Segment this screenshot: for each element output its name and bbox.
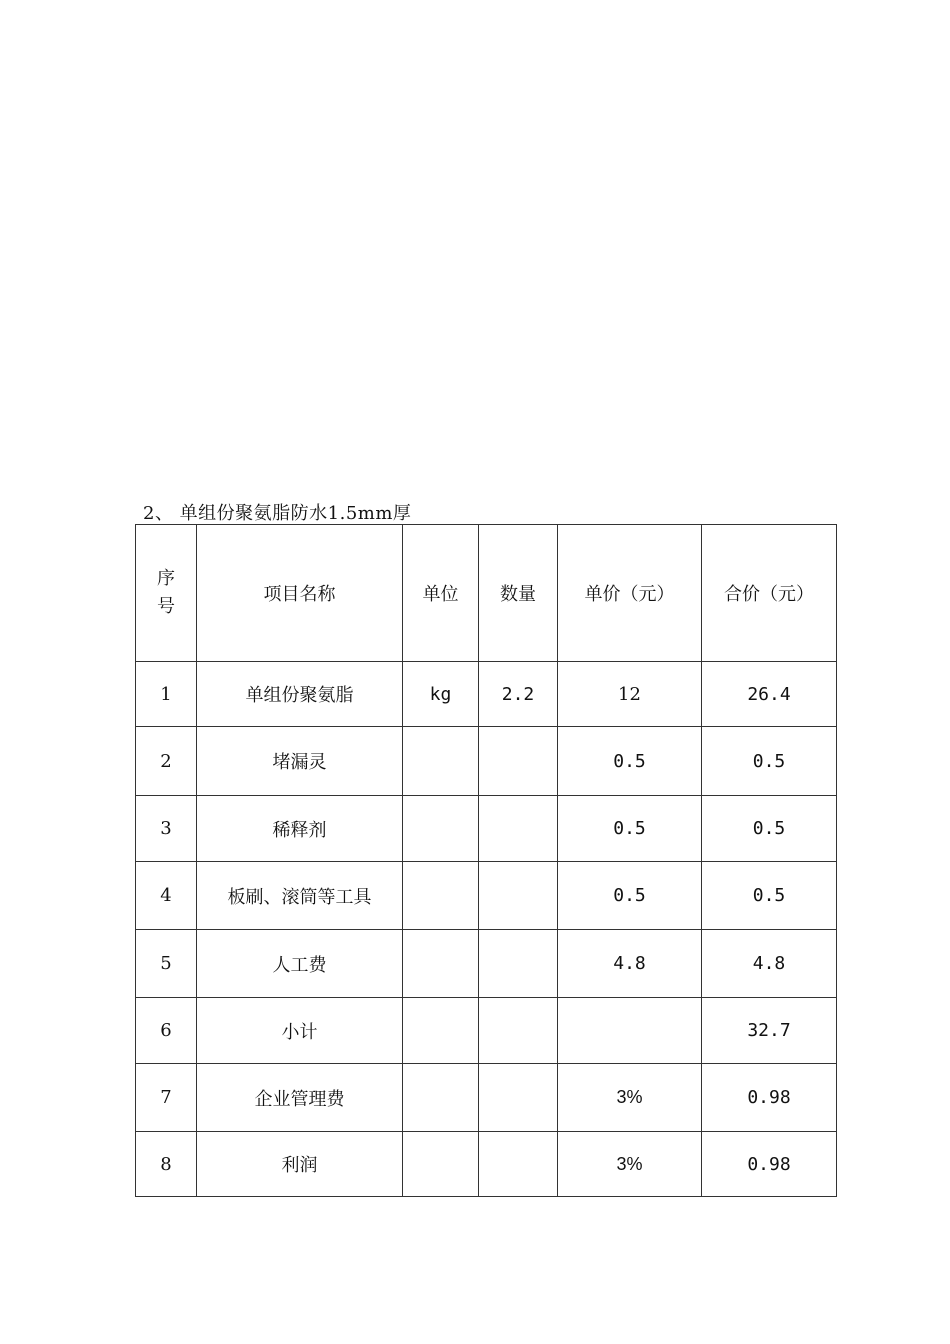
cell-qty — [479, 1132, 558, 1197]
cell-seq: 5 — [136, 930, 197, 998]
cell-qty — [479, 862, 558, 930]
cell-name: 企业管理费 — [197, 1064, 403, 1132]
table-row — [136, 862, 837, 930]
cell-unit-price: 0.5 — [558, 796, 702, 862]
cell-seq: 7 — [136, 1064, 197, 1132]
cell-unit — [403, 727, 479, 796]
header-total: 合价（元） — [702, 525, 837, 662]
header-unit: 单位 — [403, 525, 479, 662]
cell-seq: 4 — [136, 862, 197, 930]
cell-qty — [479, 930, 558, 998]
table-row — [136, 727, 837, 796]
cell-unit: kg — [403, 662, 479, 727]
cell-unit — [403, 862, 479, 930]
header-qty: 数量 — [479, 525, 558, 662]
cell-qty — [479, 727, 558, 796]
section-title: 2、 单组份聚氨脂防水1.5mm厚 — [143, 503, 412, 524]
table-row — [136, 998, 837, 1064]
cell-qty — [479, 998, 558, 1064]
cell-unit — [403, 1132, 479, 1197]
table-row — [136, 1132, 837, 1197]
cell-unit — [403, 998, 479, 1064]
cell-seq: 1 — [136, 662, 197, 727]
cell-total: 0.98 — [702, 1132, 837, 1197]
cell-qty: 2.2 — [479, 662, 558, 727]
cell-total: 0.5 — [702, 727, 837, 796]
cell-name: 人工费 — [197, 930, 403, 998]
cell-unit — [403, 1064, 479, 1132]
cell-qty — [479, 796, 558, 862]
cell-unit — [403, 930, 479, 998]
cell-total: 32.7 — [702, 998, 837, 1064]
cell-name: 堵漏灵 — [197, 727, 403, 796]
header-seq: 序号 — [136, 525, 197, 662]
cell-unit-price: 3% — [558, 1064, 702, 1132]
table-row — [136, 930, 837, 998]
cell-seq: 6 — [136, 998, 197, 1064]
header-unit-price: 单价（元） — [558, 525, 702, 662]
header-name: 项目名称 — [197, 525, 403, 662]
cell-unit-price: 0.5 — [558, 727, 702, 796]
cell-name: 利润 — [197, 1132, 403, 1197]
cell-seq: 2 — [136, 727, 197, 796]
cell-unit-price: 3% — [558, 1132, 702, 1197]
cost-table — [135, 524, 837, 1197]
cell-name: 稀释剂 — [197, 796, 403, 862]
cell-name: 板刷、滚筒等工具 — [197, 862, 403, 930]
cell-seq: 3 — [136, 796, 197, 862]
table-header-row — [136, 525, 837, 662]
cell-name: 小计 — [197, 998, 403, 1064]
cell-unit — [403, 796, 479, 862]
cell-unit-price: 0.5 — [558, 862, 702, 930]
cell-seq: 8 — [136, 1132, 197, 1197]
table-row — [136, 796, 837, 862]
cell-qty — [479, 1064, 558, 1132]
table-row — [136, 662, 837, 727]
cell-total: 0.5 — [702, 796, 837, 862]
cell-name: 单组份聚氨脂 — [197, 662, 403, 727]
cell-total: 0.5 — [702, 862, 837, 930]
cell-total: 4.8 — [702, 930, 837, 998]
cell-unit-price: 4.8 — [558, 930, 702, 998]
cell-unit-price: 12 — [558, 662, 702, 727]
table-row — [136, 1064, 837, 1132]
cell-unit-price — [558, 998, 702, 1064]
cell-total: 0.98 — [702, 1064, 837, 1132]
cell-total: 26.4 — [702, 662, 837, 727]
